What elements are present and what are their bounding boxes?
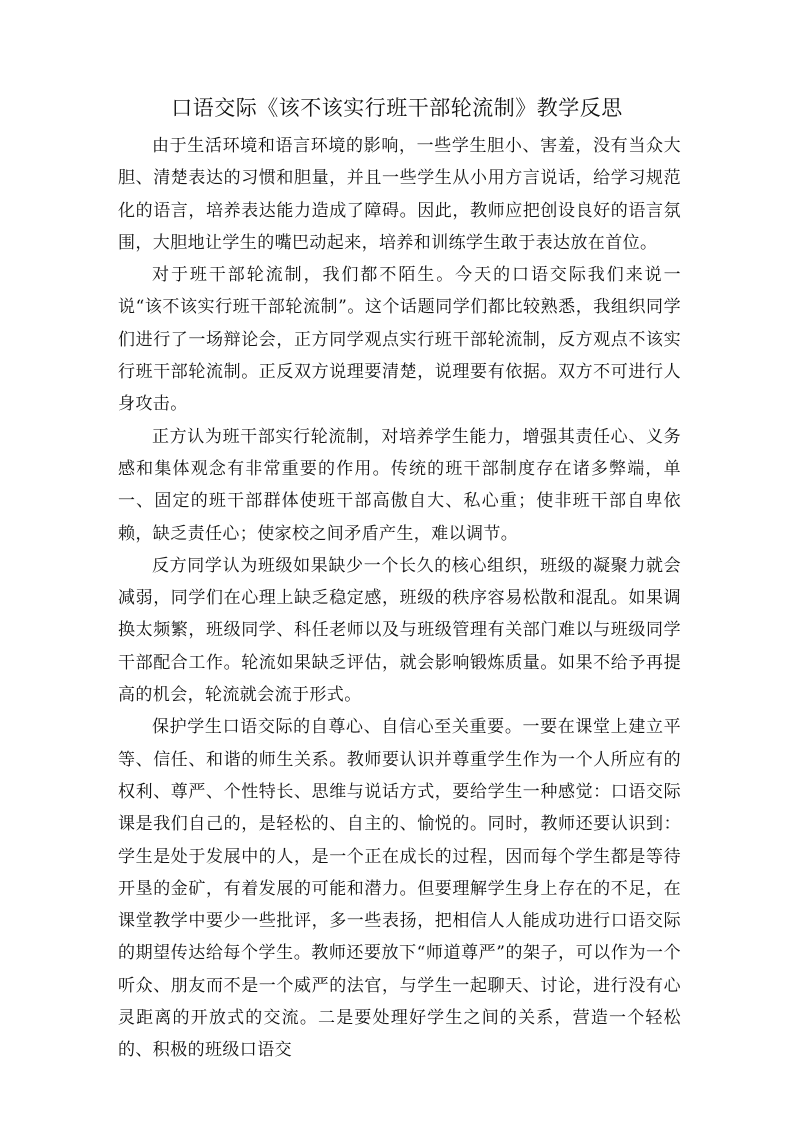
paragraph-2: 对于班干部轮流制，我们都不陌生。今天的口语交际我们来说一说“该不该实行班干部轮流制”。这个话题同学们都比较熟悉，我组织同学们进行了一场辩论会，正方同学观点实行班干部轮流制，反方观点不该实行班干部轮流制。正反双方说理要清楚，说理要有依据。双方不可进行人身攻击。 [118,265,681,415]
paragraph-3: 正方认为班干部实行轮流制，对培养学生能力，增强其责任心、义务感和集体观念有非常重要的作用。传统的班干部制度存在诸多弊端，单一、固定的班干部群体使班干部高傲自大、私心重；使非班干部自卑依赖，缺乏责任心；使家校之间矛盾产生，难以调节。 [118,426,681,544]
paragraph-1: 由于生活环境和语言环境的影响，一些学生胆小、害羞，没有当众大胆、清楚表达的习惯和胆量，并且一些学生从小用方言说话，给学习规范化的语言，培养表达能力造成了障碍。因此，教师应把创设良好的语言氛围，大胆地让学生的嘴巴动起来，培养和训练学生敢于表达放在首位。 [118,136,681,253]
document-title: 口语交际《该不该实行班干部轮流制》教学反思 [171,96,623,120]
document-body [118,130,681,1067]
paragraph-5: 保护学生口语交际的自尊心、自信心至关重要。一要在课堂上建立平等、信任、和谐的师生关系。教师要认识并尊重学生作为一个人所应有的权利、尊严、个性特长、思维与说话方式，要给学生一种感觉：口语交际课是我们自己的，是轻松的、自主的、愉悦的。同时，教师还要认识到：学生是处于发展中的人，是一个正在成长的过程，因而每个学生都是等待开垦的金矿，有着发展的可能和潜力。但要理解学生身上存在的不足，在课堂教学中要少一些批评，多一些表扬，把相信人人能成功进行口语交际的期望传达给每个学生。教师还要放下“师道尊严”的架子，可以作为一个听众、朋友而不是一个威严的法官，与学生一起聊天、讨论，进行没有心灵距离的开放式的交流。二是要处理好学生之间的关系，营造一个轻松的、积极的班级口语交 [118,717,681,1061]
paragraph-4: 反方同学认为班级如果缺少一个长久的核心组织，班级的凝聚力就会减弱，同学们在心理上缺乏稳定感，班级的秩序容易松散和混乱。如果调换太频繁，班级同学、科任老师以及与班级管理有关部门难以与班级同学干部配合工作。轮流如果缺乏评估，就会影响锻炼质量。如果不给予再提高的机会，轮流就会流于形式。 [118,555,681,706]
